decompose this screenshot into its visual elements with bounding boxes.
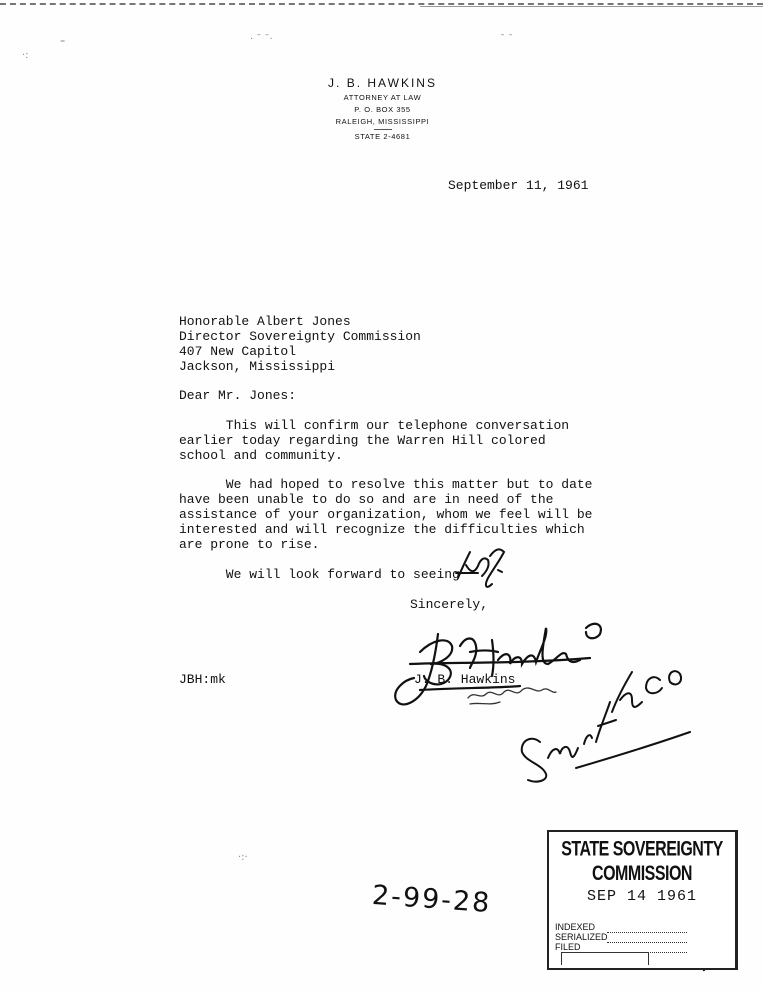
scan-speck: ˉ ˉ bbox=[500, 34, 514, 45]
stamp-serialized: SERIALIZED bbox=[555, 932, 608, 942]
signature bbox=[395, 624, 601, 705]
stamp-box bbox=[561, 952, 649, 965]
body-paragraph: We had hoped to resolve this matter but to date have been unable to do so and are in need of the assistance of your organization, whom we feel will be interested and will recognize the difficulties which are prone to rise. bbox=[179, 477, 593, 552]
stamp-filed: FILED bbox=[555, 942, 581, 952]
letter-date: September 11, 1961 bbox=[448, 178, 589, 193]
stamp-dotted-line bbox=[607, 934, 687, 943]
recipient-line: Jackson, Mississippi bbox=[179, 359, 336, 374]
typist-initials: JBH:mk bbox=[179, 672, 226, 687]
scan-speck: · ˉ ˉ· bbox=[250, 34, 273, 45]
recipient-line: Director Sovereignty Commission bbox=[179, 329, 421, 344]
body-paragraph: We will look forward to seeing bbox=[179, 567, 460, 582]
letterhead-phone: STATE 2-4681 bbox=[354, 132, 411, 141]
letterhead-city: RALEIGH, MISSISSIPPI bbox=[335, 117, 430, 126]
handwritten-annotation bbox=[522, 671, 690, 781]
letterhead-name: J. B. HAWKINS bbox=[328, 76, 437, 90]
signature-scribble bbox=[468, 688, 556, 704]
handwritten-file-number: 2-99-28 bbox=[371, 879, 493, 920]
scan-speck: ·: bbox=[22, 50, 29, 61]
stamp-fields bbox=[555, 922, 608, 952]
stamp-title: STATE SOVEREIGNTY COMMISSION bbox=[561, 838, 723, 886]
signature-name: J. B. Hawkins bbox=[414, 672, 516, 687]
scan-speck: ·:· bbox=[238, 852, 248, 863]
closing: Sincerely, bbox=[410, 597, 489, 612]
letterhead-title: ATTORNEY AT LAW bbox=[343, 93, 422, 102]
commission-stamp bbox=[547, 830, 738, 970]
scan-speck: ⁼ bbox=[60, 38, 66, 49]
stamp-date: SEP 14 1961 bbox=[586, 888, 698, 905]
stamp-dotted-line bbox=[607, 924, 687, 933]
recipient-line: Honorable Albert Jones bbox=[179, 314, 351, 329]
recipient-line: 407 New Capitol bbox=[179, 344, 297, 359]
handwritten-insert bbox=[456, 549, 504, 587]
body-paragraph: This will confirm our telephone conversation earlier today regarding the Warren Hill colored school and community. bbox=[179, 418, 570, 463]
stamp-indexed: INDEXED bbox=[555, 922, 596, 932]
letterhead-pobox: P. O. BOX 355 bbox=[354, 105, 411, 114]
salutation: Dear Mr. Jones: bbox=[179, 388, 297, 403]
